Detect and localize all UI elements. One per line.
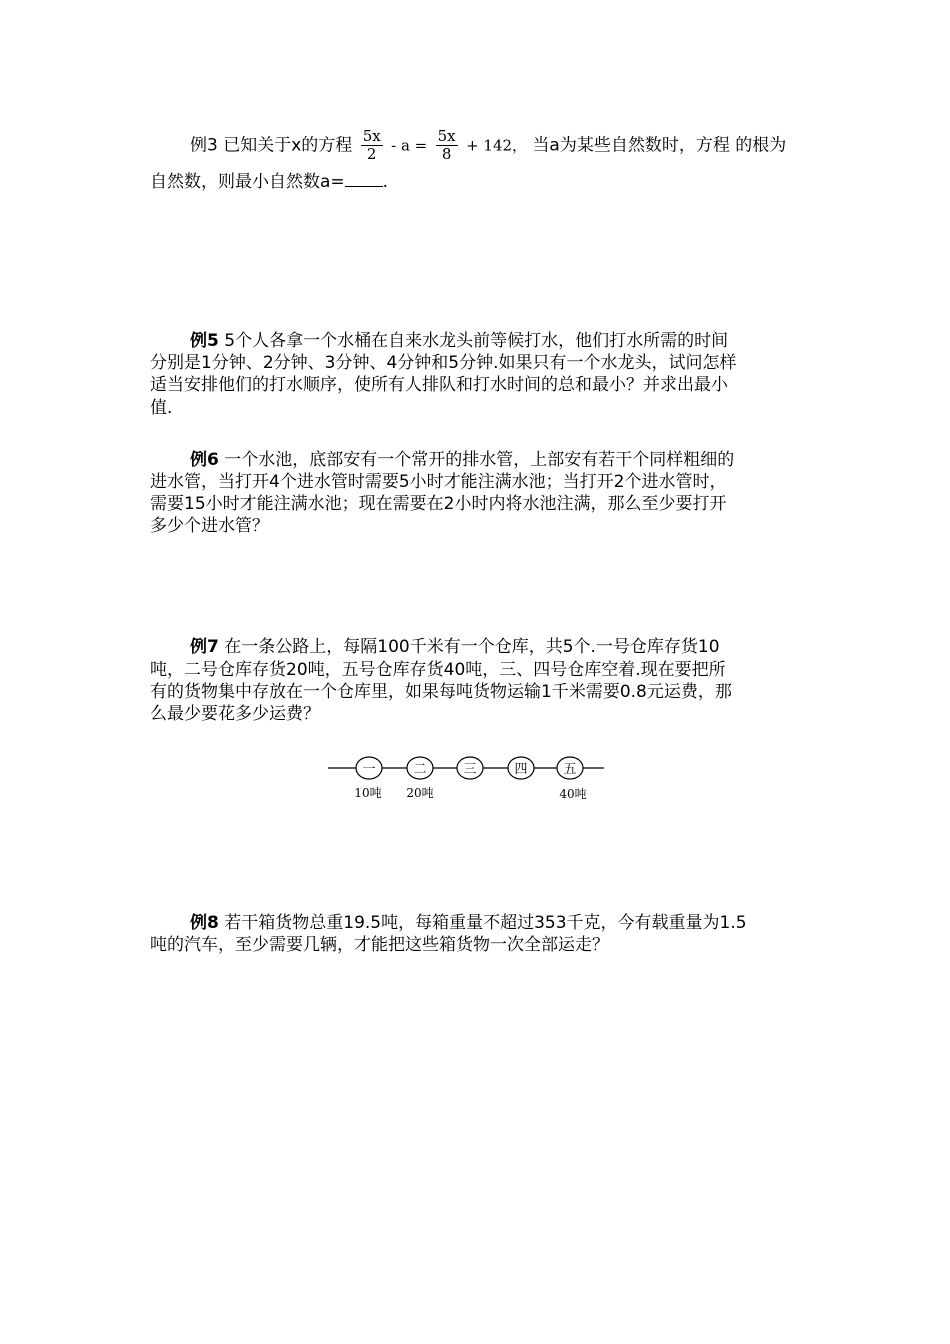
warehouse-2	[407, 757, 433, 779]
ex8-label: 例8	[190, 913, 219, 933]
ex3-plus-term: + 142，	[466, 136, 528, 155]
ex5-line-2: 分别是1分钟、2分钟、3分钟、4分钟和5分钟.如果只有一个水龙头，试问怎样	[150, 353, 737, 373]
warehouse-4	[508, 757, 534, 779]
ex6-text-1: 一个水池，底部安有一个常开的排水管，上部安有若干个同样粗细的	[224, 450, 735, 470]
ex3-fraction-1	[361, 128, 383, 163]
warehouse-5	[557, 757, 583, 779]
ex3-line-1	[190, 128, 786, 163]
ex5-line-4: 值.	[150, 398, 173, 418]
ex6-line-1	[190, 449, 734, 471]
ex3-fraction-2	[436, 128, 458, 163]
ex3-line-2	[150, 169, 388, 193]
ex8-line-2: 吨的汽车，至少需要几辆，才能把这些箱货物一次全部运走？	[150, 935, 609, 955]
ex3-frac2-numerator: 5x	[437, 127, 456, 145]
ex3-frac1-denominator: 2	[366, 145, 377, 163]
ex8-text-1: 若干箱货物总重19.5吨，每箱重量不超过353千克，今有载重量为1.5	[224, 913, 747, 933]
ex3-line2-period: .	[382, 172, 389, 192]
ex7-label: 例7	[190, 637, 219, 657]
warehouse-1	[356, 757, 382, 779]
warehouse-3	[457, 757, 483, 779]
ex3-line2-text: 自然数，则最小自然数a=	[150, 172, 345, 192]
warehouse-5-label: 五	[563, 762, 577, 777]
warehouse-4-label: 四	[514, 762, 528, 777]
ex6-label: 例6	[190, 450, 219, 470]
ex6-line-2: 进水管，当打开4个进水管时需要5小时才能注满水池；当打开2个进水管时，	[150, 472, 727, 492]
tons-label-5: 40吨	[559, 787, 587, 801]
ex7-line-1	[190, 636, 720, 658]
ex3-tail: 当a为某些自然数时，方程 的根为	[532, 135, 787, 156]
ex3-minus-a: - a =	[391, 136, 428, 155]
tons-label-2: 20吨	[406, 786, 434, 800]
ex6-line-4: 多少个进水管？	[150, 516, 269, 536]
answer-blank[interactable]	[345, 169, 383, 187]
ex5-label: 例5	[190, 331, 219, 351]
warehouse-3-label: 三	[463, 762, 477, 777]
ex6-line-3: 需要15小时才能注满水池；现在需要在2小时内将水池注满，那么至少要打开	[150, 494, 727, 514]
ex7-text-1: 在一条公路上，每隔100千米有一个仓库，共5个.一号仓库存货10	[224, 637, 720, 657]
warehouse-2-label: 二	[413, 762, 427, 777]
ex3-intro: 例3 已知关于x的方程	[190, 135, 353, 156]
ex5-line-3: 适当安排他们的打水顺序，使所有人排队和打水时间的总和最小？并求出最小	[150, 375, 728, 395]
warehouse-1-label: 一	[362, 762, 376, 777]
ex7-line-4: 么最少要花多少运费？	[150, 704, 320, 724]
ex7-line-3: 有的货物集中存放在一个仓库里，如果每吨货物运输1千米需要0.8元运费，那	[150, 682, 732, 702]
ex5-text-1: 5个人各拿一个水桶在自来水龙头前等候打水，他们打水所需的时间	[224, 331, 729, 351]
ex3-frac2-denominator: 8	[441, 145, 452, 163]
ex3-frac1-numerator: 5x	[362, 127, 381, 145]
warehouse-diagram	[328, 748, 608, 808]
ex5-line-1	[190, 330, 728, 352]
tons-label-1: 10吨	[354, 786, 382, 800]
ex8-line-1	[190, 912, 747, 934]
ex7-line-2: 吨，二号仓库存货20吨，五号仓库存货40吨，三、四号仓库空着.现在要把所	[150, 660, 726, 680]
